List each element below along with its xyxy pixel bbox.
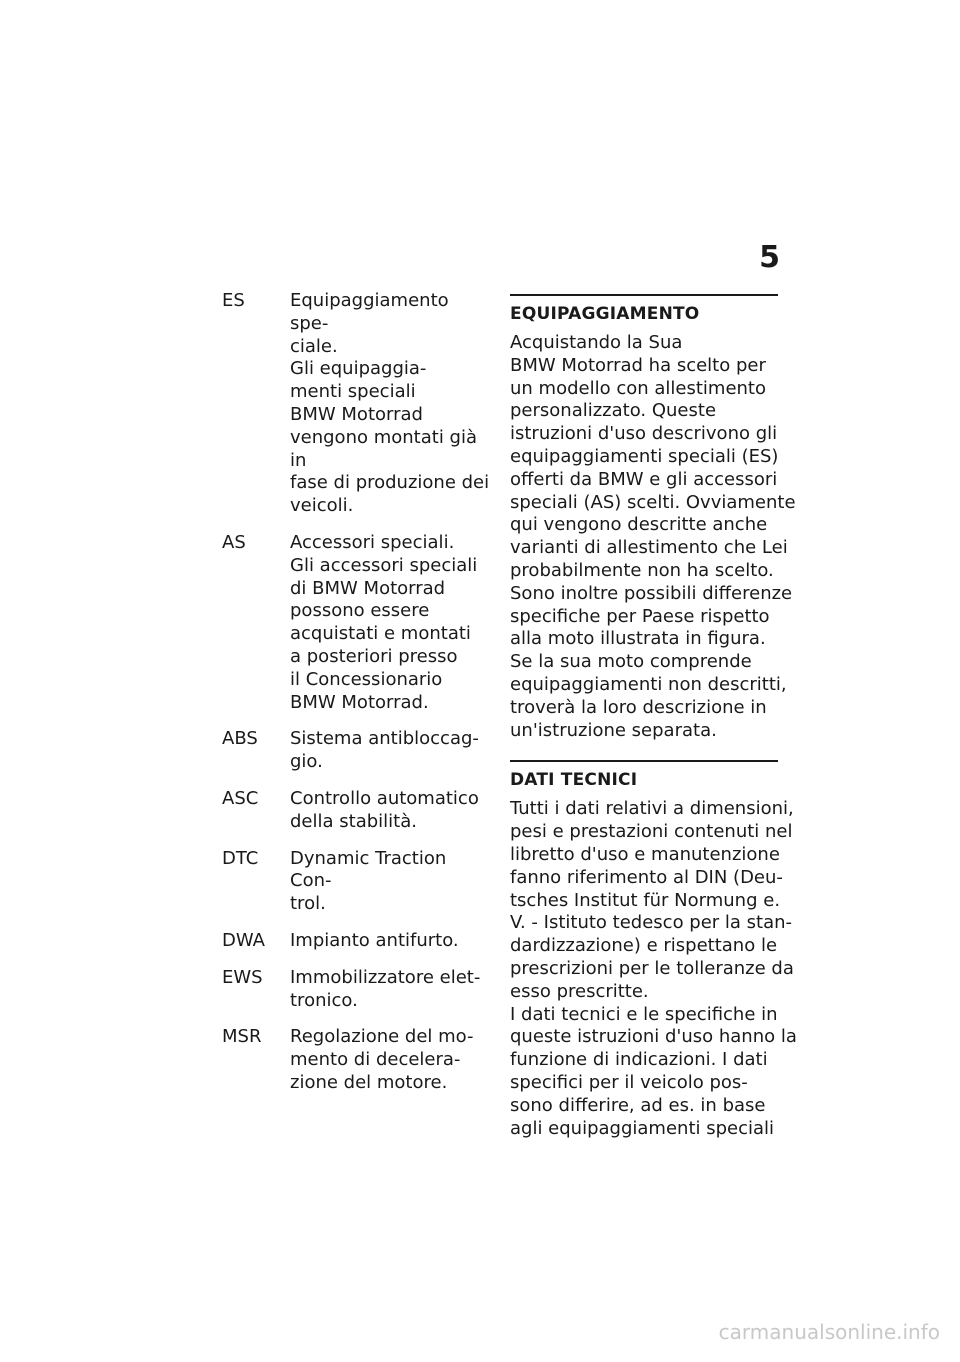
- paragraph-line: queste istruzioni d'uso hanno la: [510, 1026, 797, 1048]
- abbreviation-definition: [290, 848, 492, 916]
- paragraph-line: Acquistando la Sua: [510, 332, 683, 353]
- paragraph-line: funzione di indicazioni. I dati: [510, 1049, 768, 1071]
- abbreviation-code: ABS: [222, 728, 258, 750]
- paragraph-line: offerti da BMW e gli accessori: [510, 468, 778, 490]
- abbreviation-entry: [222, 532, 492, 714]
- paragraph-line: un'istruzione separata.: [510, 719, 717, 741]
- definition-line: vengono montati già in: [290, 426, 477, 471]
- paragraph-line: agli equipaggiamenti speciali: [510, 1117, 775, 1139]
- paragraph-line: tsches Institut für Normung e.: [510, 889, 781, 911]
- definition-line: Equipaggiamento spe-: [290, 290, 449, 334]
- abbreviation-entry: [222, 728, 492, 774]
- definition-line: Accessori speciali.: [290, 531, 455, 553]
- definition-line: Gli equipaggia-: [290, 358, 427, 380]
- definition-line: Impianto antifurto.: [290, 929, 459, 951]
- definition-line: ciale.: [290, 335, 338, 357]
- abbreviation-definition: [290, 788, 492, 834]
- abbreviation-entry: [222, 967, 492, 1013]
- definition-line: a posteriori presso: [290, 645, 458, 667]
- paragraph-line: Sono inoltre possibili differenze: [510, 582, 793, 604]
- paragraph-line: probabilmente non ha scelto.: [510, 559, 774, 581]
- paragraph-line: varianti di allestimento che Lei: [510, 537, 788, 559]
- paragraph-line: troverà la loro descrizione in: [510, 696, 767, 718]
- paragraph-line: V. - Istituto tedesco per la stan-: [510, 912, 793, 934]
- paragraph-line: esso prescritte.: [510, 980, 649, 1002]
- abbreviation-code: ASC: [222, 787, 259, 809]
- section-title: DATI TECNICI: [510, 770, 638, 791]
- section-equipaggiamento: [510, 294, 796, 742]
- definition-line: il Concessionario: [290, 668, 443, 690]
- abbreviation-entry: [222, 290, 492, 518]
- definition-line: menti speciali: [290, 381, 416, 403]
- paragraph-line: alla moto illustrata in figura.: [510, 628, 766, 650]
- abbreviation-code: AS: [222, 531, 246, 553]
- paragraph-line: istruzioni d'uso descrivono gli: [510, 423, 778, 445]
- definition-line: Immobilizzatore elet-: [290, 966, 481, 988]
- definition-line: veicoli.: [290, 495, 354, 517]
- paragraph-line: dardizzazione) e rispettano le: [510, 935, 778, 957]
- definition-line: Regolazione del mo-: [290, 1026, 474, 1048]
- abbreviation-code: EWS: [222, 966, 263, 988]
- right-column: [510, 294, 797, 1158]
- section-title: EQUIPAGGIAMENTO: [510, 304, 700, 324]
- paragraph-line: specifici per il veicolo pos-: [510, 1071, 748, 1093]
- paragraph-line: Tutti i dati relativi a dimensioni,: [510, 798, 794, 820]
- abbreviation-definition: [290, 728, 492, 774]
- abbreviation-definition: [290, 1026, 492, 1094]
- paragraph-line: qui vengono descritte anche: [510, 514, 768, 536]
- abbreviation-entry: [222, 788, 492, 834]
- abbreviation-entry: [222, 1026, 492, 1094]
- paragraph-line: pesi e prestazioni contenuti nel: [510, 821, 793, 843]
- definition-line: di BMW Motorrad: [290, 577, 446, 599]
- abbreviation-definition: [290, 967, 492, 1013]
- paragraph-line: prescrizioni per le tolleranze da: [510, 957, 794, 979]
- paragraph-line: specifiche per Paese rispetto: [510, 605, 770, 627]
- definition-line: tronico.: [290, 989, 358, 1011]
- paragraph-line: I dati tecnici e le specifiche in: [510, 1003, 778, 1025]
- definition-line: Sistema antibloccag-: [290, 728, 479, 750]
- paragraph-line: fanno riferimento al DIN (Deu-: [510, 866, 783, 888]
- abbreviation-list: [222, 290, 492, 1109]
- definition-line: Dynamic Traction Con-: [290, 847, 447, 892]
- abbreviation-code: MSR: [222, 1026, 262, 1048]
- definition-line: BMW Motorrad.: [290, 691, 429, 713]
- paragraph-line: BMW Motorrad ha scelto per: [510, 354, 766, 376]
- abbreviation-entry: [222, 930, 492, 953]
- abbreviation-entry: [222, 848, 492, 916]
- definition-line: possono essere: [290, 600, 430, 622]
- paragraph-line: un modello con allestimento: [510, 377, 766, 399]
- definition-line: acquistati e montati: [290, 623, 471, 645]
- paragraph-line: personalizzato. Queste: [510, 400, 717, 422]
- definition-line: BMW Motorrad: [290, 403, 423, 425]
- abbreviation-definition: [290, 290, 492, 518]
- definition-line: Gli accessori speciali: [290, 554, 478, 576]
- paragraph-line: libretto d'uso e manutenzione: [510, 843, 780, 865]
- paragraph-line: equipaggiamenti speciali (ES): [510, 445, 779, 467]
- abbreviation-code: DWA: [222, 929, 265, 951]
- paragraph-line: speciali (AS) scelti. Ovviamente: [510, 491, 796, 513]
- abbreviation-code: ES: [222, 290, 245, 311]
- paragraph-line: Se la sua moto comprende: [510, 651, 752, 673]
- watermark: carmanualsonline.info: [718, 1320, 940, 1344]
- definition-line: trol.: [290, 893, 326, 915]
- abbreviation-definition: [290, 532, 492, 714]
- definition-line: zione del motore.: [290, 1071, 448, 1093]
- paragraph-line: equipaggiamenti non descritti,: [510, 673, 787, 695]
- definition-line: della stabilità.: [290, 810, 417, 832]
- paragraph-line: sono differire, ad es. in base: [510, 1094, 766, 1116]
- page-number: 5: [759, 240, 780, 275]
- abbreviation-code: DTC: [222, 847, 259, 869]
- definition-line: mento di decelera-: [290, 1049, 461, 1071]
- definition-line: fase di produzione dei: [290, 472, 490, 494]
- definition-line: gio.: [290, 751, 323, 773]
- abbreviation-definition: [290, 930, 492, 953]
- definition-line: Controllo automatico: [290, 787, 479, 809]
- section-dati-tecnici: [510, 760, 797, 1140]
